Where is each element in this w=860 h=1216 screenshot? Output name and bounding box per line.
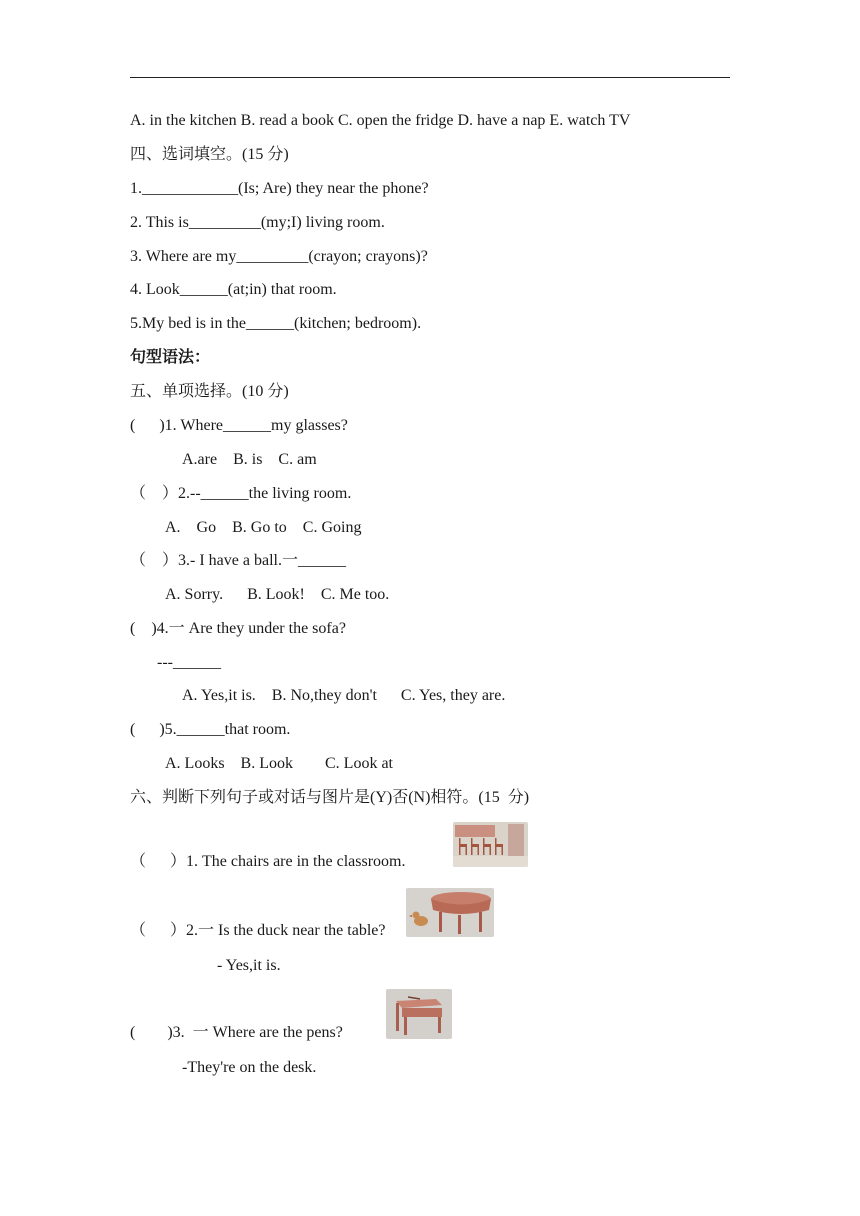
s6-question-1: （ ）1. The chairs are in the classroom.	[130, 853, 406, 870]
s6-question-3-reply: -They're on the desk.	[182, 1059, 317, 1076]
duck-and-table-picture	[406, 888, 494, 937]
desk-image	[386, 989, 452, 1039]
s6-question-3: ( )3. 一 Where are the pens?	[130, 1024, 343, 1041]
s5-question-3-options: A. Sorry. B. Look! C. Me too.	[165, 586, 390, 603]
classroom-chairs-image	[453, 822, 528, 867]
s4-question-5: 5.My bed is in the______(kitchen; bedroom).	[130, 315, 422, 332]
s5-question-1: ( )1. Where______my glasses?	[130, 417, 348, 434]
s4-question-2: 2. This is_________(my;I) living room.	[130, 214, 385, 231]
grammar-heading: 句型语法：	[130, 349, 211, 366]
s5-question-1-options: A.are B. is C. am	[182, 451, 317, 468]
s4-question-3: 3. Where are my_________(crayon; crayons)?	[130, 248, 428, 265]
classroom-chairs-picture	[453, 822, 528, 867]
s5-question-4-options: A. Yes,it is. B. No,they don't C. Yes, they are.	[182, 687, 506, 704]
s5-question-5-options: A. Looks B. Look C. Look at	[165, 755, 393, 772]
s5-question-2: （ ）2.--______the living room.	[130, 485, 352, 502]
section-6-title: 六、判断下列句子或对话与图片是(Y)否(N)相符。(15 分)	[130, 789, 530, 806]
desk-picture	[386, 989, 452, 1039]
s6-question-2-reply: - Yes,it is.	[217, 957, 281, 974]
s5-question-2-options: A. Go B. Go to C. Going	[165, 519, 362, 536]
duck-and-table-image	[406, 888, 494, 937]
s5-question-3: （ ）3.- I have a ball.一______	[130, 552, 346, 569]
s5-question-5: ( )5.______that room.	[130, 721, 291, 738]
s4-question-4: 4. Look______(at;in) that room.	[130, 281, 337, 298]
answer-options: A. in the kitchen B. read a book C. open the fridge D. have a nap E. watch TV	[130, 112, 631, 129]
s4-question-1: 1.____________(Is; Are) they near the phone?	[130, 180, 429, 197]
s5-question-4-reply: ---______	[157, 654, 221, 671]
section-4-title: 四、选词填空。(15 分)	[130, 146, 289, 163]
s6-question-2: （ ）2.一 Is the duck near the table?	[130, 922, 386, 939]
section-5-title: 五、单项选择。(10 分)	[130, 383, 289, 400]
s5-question-4: ( )4.一 Are they under the sofa?	[130, 620, 346, 637]
header-rule	[130, 77, 730, 78]
